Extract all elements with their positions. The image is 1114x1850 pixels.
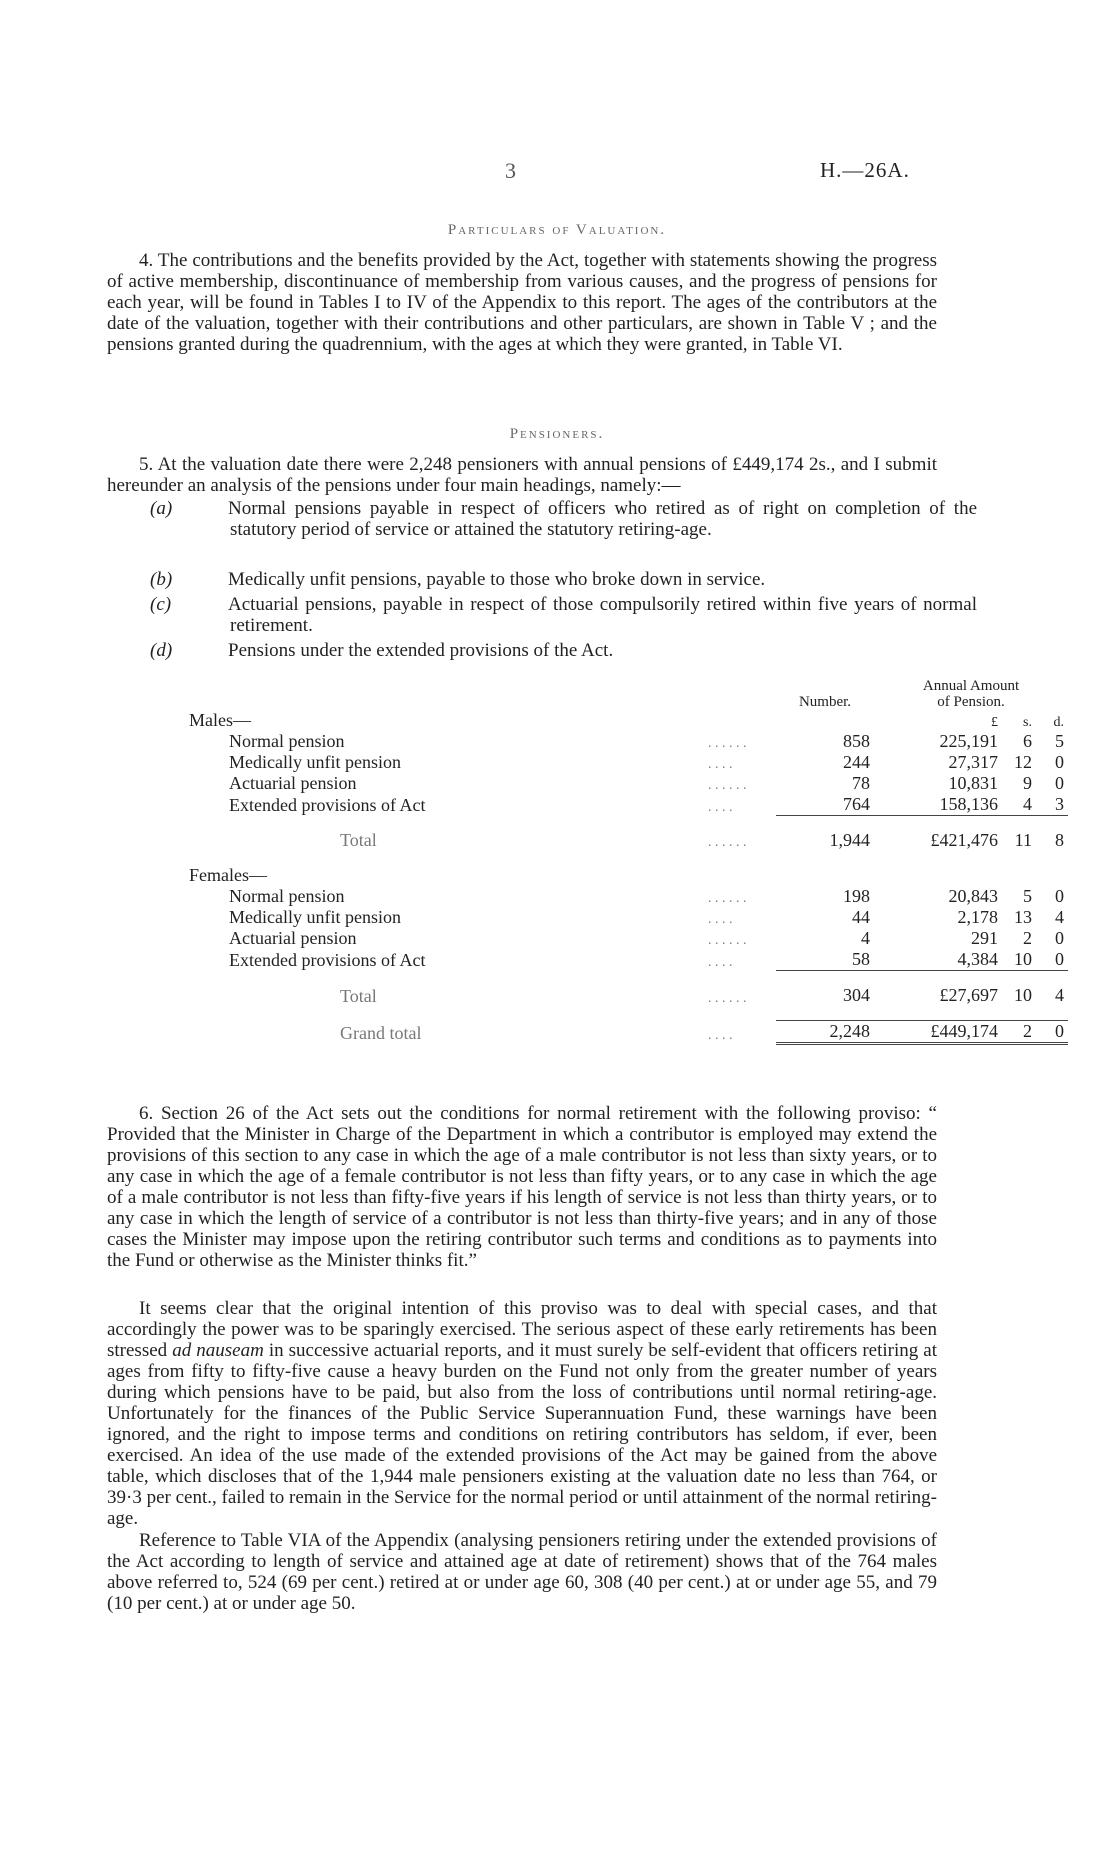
total-pounds: £27,697	[874, 971, 1002, 1021]
row-shillings: 12	[1014, 752, 1032, 772]
pensions-table	[185, 678, 1068, 1045]
list-label: (a)	[150, 498, 173, 519]
row-shillings: 6	[1023, 731, 1032, 751]
row-pounds: 2,178	[957, 907, 998, 927]
row-pounds: 158,136	[939, 794, 998, 814]
row-pence: 0	[1055, 949, 1064, 969]
table-row	[185, 794, 1068, 816]
list-item-c	[150, 594, 977, 636]
grand-total-row	[185, 1021, 1068, 1044]
table-row	[185, 752, 1068, 773]
row-shillings: 9	[1023, 773, 1032, 793]
column-header-amount	[874, 678, 1068, 710]
list-text: Medically unfit pensions, payable to those who broke down in service.	[228, 569, 766, 590]
document-reference: H.—26A.	[820, 158, 910, 182]
males-label: Males—	[189, 710, 251, 730]
row-label: Medically unfit pension	[229, 752, 401, 772]
total-pence: 4	[1036, 971, 1068, 1021]
list-label: (b)	[150, 569, 173, 590]
row-number: 44	[852, 907, 870, 927]
leader-dots: . . . . . .	[708, 990, 747, 1006]
heading-particulars-of-valuation: Particulars of Valuation.	[447, 222, 667, 238]
grand-total-shillings: 2	[1002, 1021, 1036, 1044]
table-row	[185, 949, 1068, 971]
leader-dots: . . . . . .	[708, 736, 747, 751]
row-pence: 5	[1055, 731, 1064, 751]
total-pence: 8	[1036, 816, 1068, 866]
total-shillings: 11	[1002, 816, 1036, 866]
row-shillings: 5	[1023, 886, 1032, 906]
grand-total-pounds: £449,174	[874, 1021, 1002, 1044]
paragraph-4: 4. The contributions and the benefits provided by the Act, together with statements showing the progress of active membership, discontinuance of membership from various causes, and the progress of pensions for each year, will be found in Tables I to IV of the Appendix to this report. The ages of the contributors at the date of the valuation, together with their contributions and other particulars, are shown in Table V ; and the pensions granted during the quadrennium, with the ages at which they were granted, in Table VI.	[107, 250, 937, 355]
row-label: Extended provisions of Act	[229, 949, 426, 970]
paragraph-6: 6. Section 26 of the Act sets out the conditions for normal retirement with the following proviso: “ Provided that the Minister in Charge of the Department in which a contributor is employed may extend the provisions of this section to any case in which the age of a male contributor is not less than sixty years, or to any case in which the age of a female contributor is not less than fifty years, or to any case in which the age of a male contributor is not less than fifty-five years if his length of service is not less than thirty years, or to any case in which the length of service of a contributor is not less than thirty-five years; and in any of those cases the Minister may impose upon the retiring contributor such terms and conditions as to payments into the Fund or otherwise as the Minister thinks fit.”	[107, 1103, 937, 1271]
females-total-row	[185, 971, 1068, 1021]
row-number: 244	[843, 752, 870, 772]
leader-dots: . . . . . .	[708, 891, 747, 906]
row-shillings: 13	[1014, 907, 1032, 927]
unit-shillings: s.	[1023, 715, 1032, 730]
leader-dots: . . . . . .	[708, 933, 747, 948]
row-shillings: 4	[1023, 794, 1032, 814]
row-pounds: 27,317	[948, 752, 998, 772]
unit-pounds: £	[991, 715, 998, 730]
total-pounds: £421,476	[874, 816, 1002, 866]
leader-dots: . . . .	[708, 912, 733, 927]
paragraph-7-part-1: It seems clear that the original intention of this proviso was to deal with special cases, and that accordingly the power was to be sparingly exercised. The serious aspect of these early retirements has been stressed	[107, 1298, 937, 1361]
paragraph-7-italic: ad nauseam	[172, 1340, 264, 1361]
row-label: Normal pension	[229, 731, 345, 751]
grand-total-pence: 0	[1036, 1021, 1068, 1044]
total-shillings: 10	[1002, 971, 1036, 1021]
row-shillings: 10	[1014, 949, 1032, 969]
grand-total-label: Grand total	[340, 1022, 422, 1043]
row-label: Actuarial pension	[229, 773, 357, 793]
grand-total-number: 2,248	[776, 1021, 874, 1044]
paragraph-8: Reference to Table VIA of the Appendix (analysing pensioners retiring under the extended provisions of the Act according to length of service and attained age at date of retirement) shows that of the 764 males above referred to, 524 (69 per cent.) retired at or under age 60, 308 (40 per cent.) at or under age 55, and 79 (10 per cent.) at or under age 50.	[107, 1530, 937, 1614]
row-shillings: 2	[1023, 928, 1032, 948]
row-number: 4	[861, 928, 870, 948]
units-row	[185, 710, 1068, 731]
row-pence: 0	[1055, 928, 1064, 948]
unit-pence: d.	[1053, 715, 1064, 730]
leader-dots: . . . .	[708, 757, 733, 772]
row-number: 78	[852, 773, 870, 793]
list-label: (c)	[150, 594, 172, 615]
row-pence: 3	[1055, 794, 1064, 814]
row-number: 764	[843, 794, 870, 814]
row-number: 198	[843, 886, 870, 906]
list-text: Normal pensions payable in respect of officers who retired as of right on completion of the statutory period of service or attained the statutory retiring-age.	[228, 498, 977, 540]
list-item-a	[150, 498, 977, 540]
column-header-number: Number.	[798, 694, 852, 710]
list-text: Actuarial pensions, payable in respect of those compulsorily retired within five years of normal retirement.	[228, 594, 977, 636]
row-label: Normal pension	[229, 886, 345, 906]
table-row	[185, 773, 1068, 794]
amount-header-line-2: of Pension.	[937, 694, 1005, 710]
males-total-row	[185, 816, 1068, 866]
row-pence: 0	[1055, 886, 1064, 906]
list-item-b	[150, 569, 977, 590]
row-pounds: 225,191	[939, 731, 998, 751]
females-label: Females—	[189, 865, 267, 885]
list-text: Pensions under the extended provisions of the Act.	[228, 640, 614, 661]
table-row	[185, 928, 1068, 949]
paragraph-5: 5. At the valuation date there were 2,248 pensioners with annual pensions of £449,174 2s., and I submit hereunder an analysis of the pensions under four main headings, namely:—	[107, 454, 937, 496]
list-item-d	[150, 640, 977, 661]
total-number: 304	[776, 971, 874, 1021]
leader-dots: . . . . . .	[708, 835, 747, 850]
paragraph-7	[107, 1298, 937, 1529]
total-label: Total	[340, 985, 377, 1006]
row-label: Medically unfit pension	[229, 907, 401, 927]
row-pence: 0	[1055, 752, 1064, 772]
row-pence: 4	[1055, 907, 1064, 927]
table-row	[185, 886, 1068, 907]
row-pounds: 291	[971, 928, 998, 948]
page-number: 3	[505, 158, 516, 183]
row-label: Actuarial pension	[229, 928, 357, 948]
row-pence: 0	[1055, 773, 1064, 793]
row-label: Extended provisions of Act	[229, 794, 426, 815]
list-label: (d)	[150, 640, 173, 661]
row-pounds: 20,843	[948, 886, 998, 906]
amount-header-line-1: Annual Amount	[922, 678, 1020, 694]
table-row	[185, 731, 1068, 752]
row-pounds: 10,831	[948, 773, 998, 793]
row-number: 858	[843, 731, 870, 751]
heading-pensioners: Pensioners.	[509, 426, 605, 442]
leader-dots: . . . .	[708, 954, 733, 970]
leader-dots: . . . .	[708, 799, 733, 815]
row-pounds: 4,384	[957, 949, 998, 969]
leader-dots: . . . .	[708, 1027, 733, 1043]
row-number: 58	[852, 949, 870, 969]
table-header-row	[185, 678, 1068, 710]
table-row	[185, 907, 1068, 928]
leader-dots: . . . . . .	[708, 778, 747, 793]
females-label-row	[185, 865, 1068, 886]
total-number: 1,944	[776, 816, 874, 866]
total-label: Total	[340, 830, 377, 850]
paragraph-7-part-2: in successive actuarial reports, and it must surely be self-evident that officers retiring at ages from fifty to fifty-five cause a heavy burden on the Fund not only from the greater number of years during which pensions have to be paid, but also from the loss of contributions until normal retiring-age. Unfortunately for the finances of the Public Service Superannuation Fund, these warnings have been ignored, and the right to impose terms and conditions on retiring contributors has seldom, if ever, been exercised. An idea of the use made of the extended provisions of the Act may be gained from the above table, which discloses that of the 1,944 male pensioners existing at the valuation date no less than 764, or 39·3 per cent., failed to remain in the Service for the normal period or until attainment of the normal retiring-age.	[107, 1340, 937, 1529]
